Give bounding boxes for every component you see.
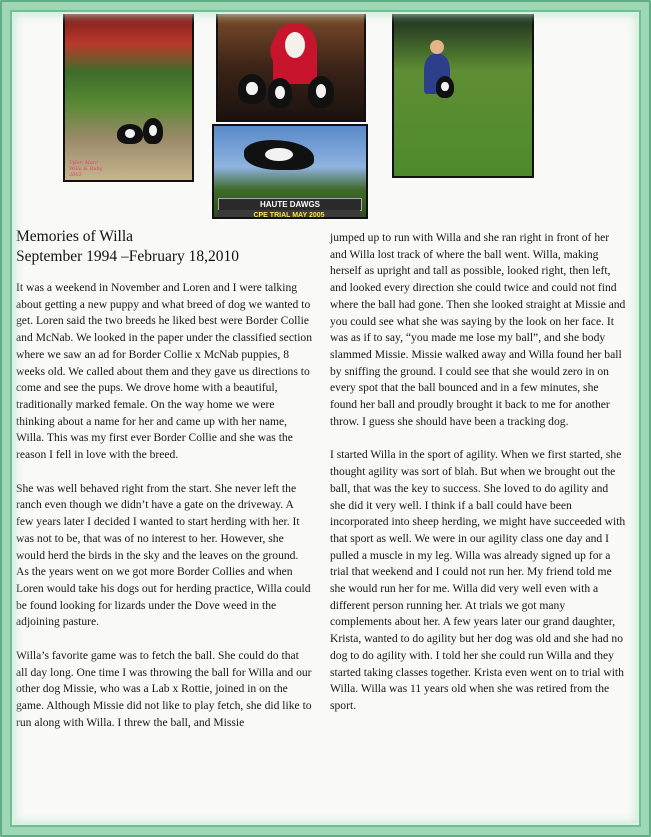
photo-caption: Tyler, Marc Willa & Ruby 2002 [69,160,103,178]
paragraph: It was a weekend in November and Loren and I were talking about getting a new puppy and what breed of dog we wanted to get. Loren said the two breeds he liked best were Border Collie and McNab. We looked in the paper under the classified section where we saw an ad for Border Collie x McNab puppies, 8 weeks old. We called about them and they gave us directions to come and see the pups. We drove home with a beautiful, traditionally marked female. On the way home we were thinking about a name for her and came up with her name, Willa. This was my first ever Border Collie and she was the reason I fell in love with the breed. [16,281,313,462]
right-column [330,230,626,732]
dog-figure [268,78,292,108]
paragraph: I started Willa in the sport of agility. When we first started, she thought agility was sort of blah. But when we brought out the ball, that was the key to success. She loved to do agility and she did it very well. I think if a ball could have been incorporated into sheep herding, we might have succeeded with that sport as well. We were in our agility class one day and I pulled a muscle in my leg. Willa was already signed up for a trial that weekend and I could not run her. My friend told me she would run her for me. Willa did very well even with a different person running her. At trials we got many complements about her. A few years later our grand daughter, Krista, wanted to do agility but her dog was old and she had no dog to do agility with. I told her she could run Willa and they started taking classes together. Krista even went on to trial with Willa. Willa was 11 years old when she was retired from the sport. [330,448,626,712]
photo-agility-jump [212,124,368,219]
santa-figure [273,24,317,84]
dog-figure [143,118,163,144]
jumping-dog-figure [244,140,314,170]
dog-figure [238,74,266,104]
paragraph: jumped up to run with Willa and she ran right in front of her and Willa lost track of where the ball went. Willa, making herself as upright and tall as possible, looked right, then left, and looked every direction she could twice and could not find where the ball had gone. Then she looked straight at Missie and you could see what she was saying by the look on her face. It was as if to say, “you made me lose my ball”, and she body slammed Missie. Missie walked away and Willa found her ball by sniffing the ground. I could see that she would zero in on every spot that the ball bounced and in a few minutes, she found her ball and proudly brought it back to me for another throw. I guess she should have been a tracking dog. [330,231,626,428]
paragraph: She was well behaved right from the start. She never left the ranch even though we didn’t have a gate on the driveway. A few years later I decided I wanted to start herding with her. It was not to be, that was of no interest to her. However, she would herd the birds in the sky and the leaves on the ground. As the years went on we got more Border Collies and when Loren would take his dogs out for herding practice, Willa could be found looking for lizards under the Dove weed in the adjoining pasture. [16,481,311,629]
paragraph: Willa’s favorite game was to fetch the ball. She could do that all day long. One time I was throwing the ball for Willa and our other dog Missie, who was a Lab x Rottie, joined in on the game. Although Missie did not like to play fetch, she did like to run along with Willa. I threw the ball, and Missie [16,649,312,729]
dog-figure [117,124,143,144]
dog-figure [308,76,334,108]
dog-figure [436,76,454,98]
photo-garden-dogs [63,12,194,182]
left-column [16,280,312,749]
memorial-page [12,12,639,825]
page-title [16,227,316,267]
photo-santa-dogs [216,12,366,122]
title-line: Memories of Willa [16,228,134,245]
banner-sign-date: CPE TRIAL MAY 2005 [218,210,360,219]
date-range: September 1994 –February 18,2010 [16,248,239,265]
photo-field-dog [392,12,534,178]
banner-sign: HAUTE DAWGS [218,198,362,211]
